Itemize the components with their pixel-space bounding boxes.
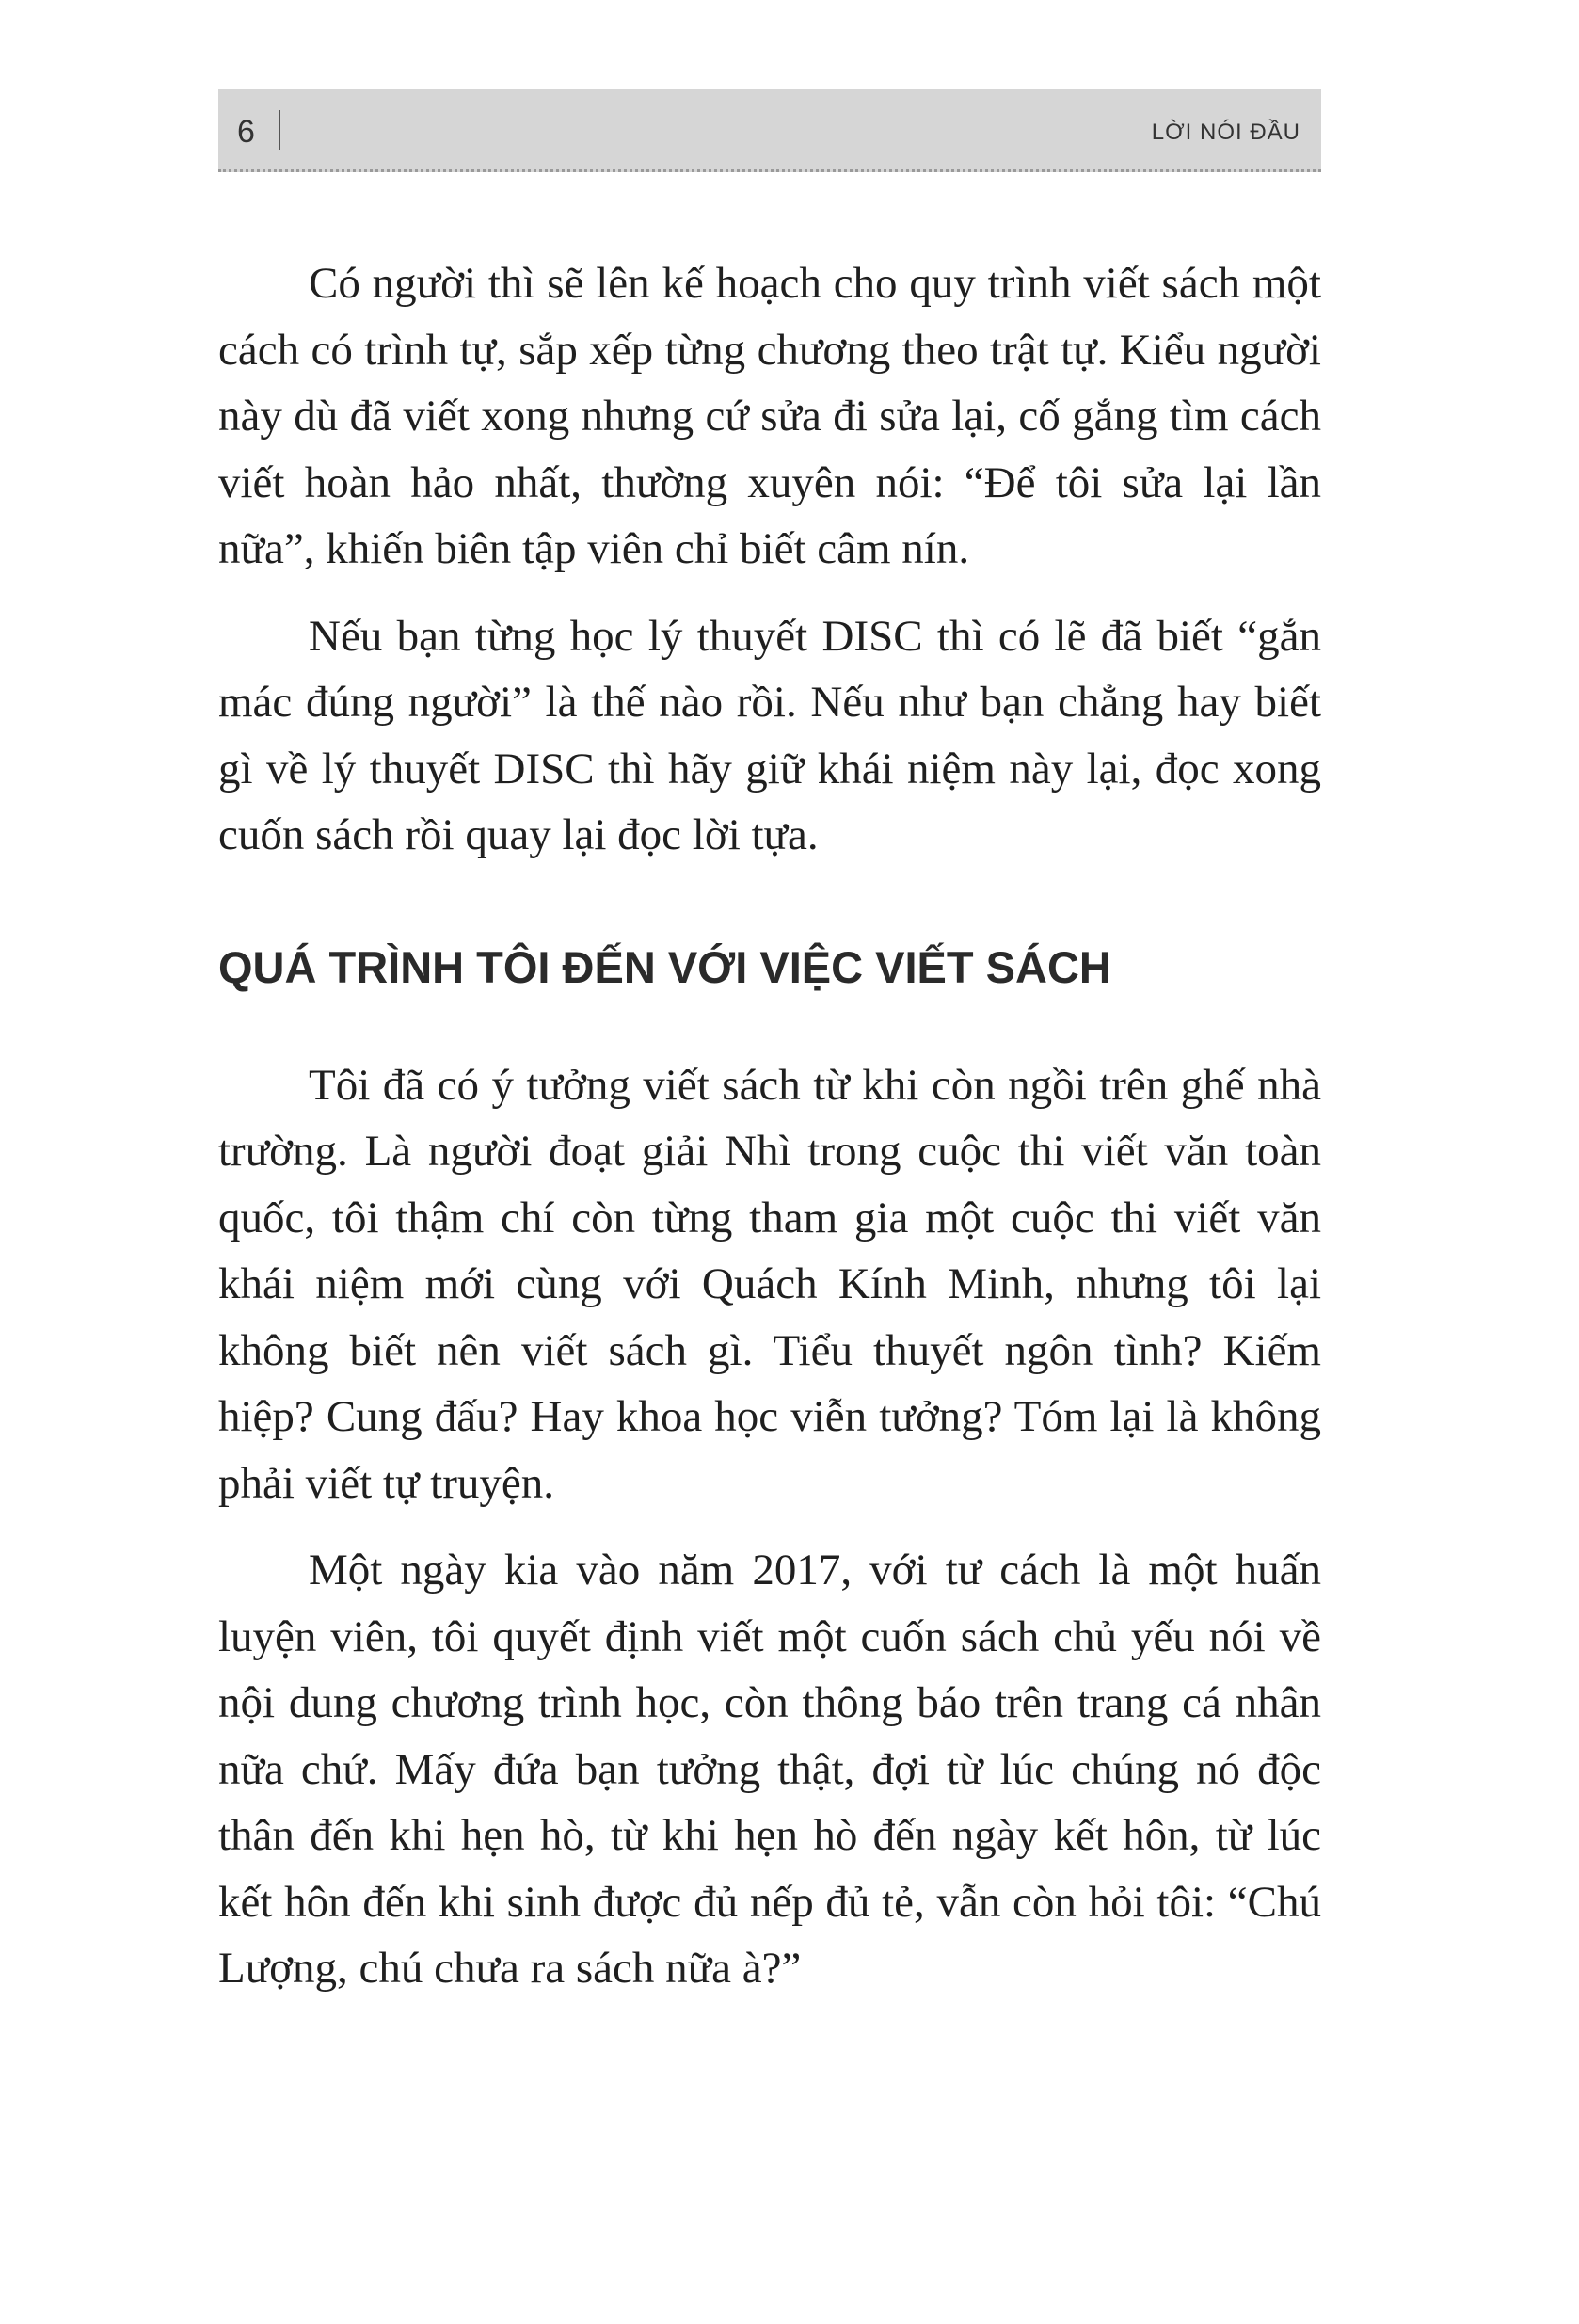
paragraph-2: Nếu bạn từng học lý thuyết DISC thì có lẽ đã biết “gắn mác đúng người” là thế nào rồi. Nếu như bạn chẳng hay biết gì về lý thuyết DISC thì hãy giữ khái niệm này lại, đọc xong cuốn sách rồi quay lại đọc lời tựa. xyxy=(218,611,1321,859)
paragraph-4: Một ngày kia vào năm 2017, với tư cách là một huấn luyện viên, tôi quyết định viết một cuốn sách chủ yếu nói về nội dung chương trình học, còn thông báo trên trang cá nhân nữa chứ. Mấy đứa bạn tưởng thật, đợi từ lúc chúng nó độc thân đến khi hẹn hò, từ khi hẹn hò đến ngày kết hôn, từ lúc kết hôn đến khi sinh được đủ nếp đủ tẻ, vẫn còn hỏi tôi: “Chú Lượng, chú chưa ra sách nữa à?” xyxy=(218,1546,1321,1993)
header-divider xyxy=(279,110,280,150)
running-header xyxy=(218,89,1321,172)
paragraph-1: Có người thì sẽ lên kế hoạch cho quy trình viết sách một cách có trình tự, sắp xếp từng chương theo trật tự. Kiểu người này dù đã viết xong nhưng cứ sửa đi sửa lại, cố gắng tìm cách viết hoàn hảo nhất, thường xuyên nói: “Để tôi sửa lại lần nữa”, khiến biên tập viên chỉ biết câm nín. xyxy=(218,259,1321,573)
paragraph-3: Tôi đã có ý tưởng viết sách từ khi còn ngồi trên ghế nhà trường. Là người đoạt giải Nhì trong cuộc thi viết văn toàn quốc, tôi thậm chí còn từng tham gia một cuộc thi viết văn khái niệm mới cùng với Quách Kính Minh, nhưng tôi lại không biết nên viết sách gì. Tiểu thuyết ngôn tình? Kiếm hiệp? Cung đấu? Hay khoa học viễn tưởng? Tóm lại là không phải viết tự truyện. xyxy=(218,1060,1321,1508)
main-text xyxy=(218,250,1321,2002)
section-label: LỜI NÓI ĐẦU xyxy=(1151,120,1300,145)
page-number: 6 xyxy=(237,114,255,150)
section-heading: QUÁ TRÌNH TÔI ĐẾN VỚI VIỆC VIẾT SÁCH xyxy=(218,941,1111,992)
